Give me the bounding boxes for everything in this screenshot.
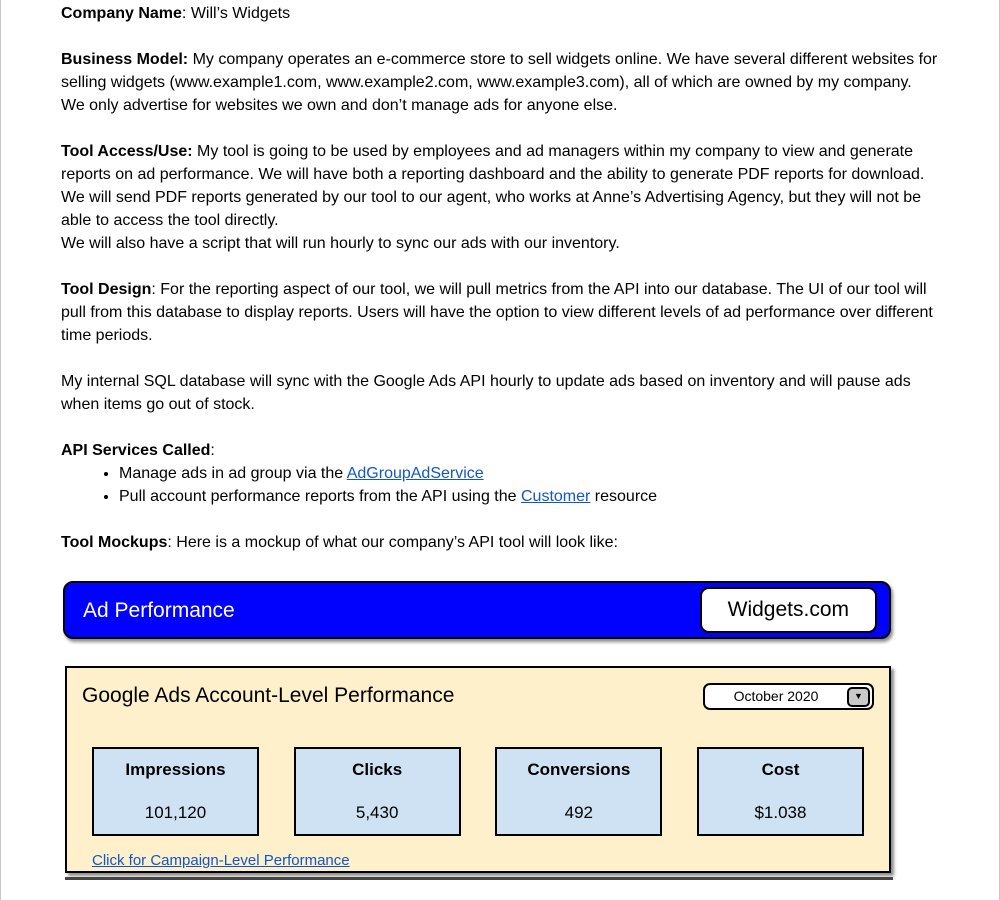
tool-design-label: Tool Design	[61, 281, 152, 298]
api-service-item-adgroupad	[119, 462, 939, 485]
metric-label: Impressions	[125, 760, 226, 779]
tool-design-paragraph	[61, 278, 939, 347]
tool-access-paragraph	[61, 140, 939, 255]
api-services-label: API Services Called	[61, 442, 211, 459]
api-service-item-customer	[119, 485, 939, 508]
month-dropdown[interactable]	[703, 683, 874, 710]
campaign-level-link[interactable]: Click for Campaign-Level Performance	[92, 852, 350, 869]
business-model-paragraph	[61, 48, 939, 117]
api-services-colon: :	[210, 442, 215, 459]
metric-value: 5,430	[355, 803, 399, 822]
tool-mockups-paragraph	[61, 531, 939, 554]
tool-access-text-line2: We will also have a script that will run hourly to sync our ads with our inventory.	[61, 235, 620, 252]
tool-mockups-text: : Here is a mockup of what our company’s API tool will look like:	[167, 534, 618, 551]
company-name-paragraph	[61, 2, 939, 25]
dropdown-arrow-icon[interactable]: ▼	[847, 687, 870, 707]
bullet2-text: Pull account performance reports from the API using the	[119, 488, 521, 505]
business-model-label: Business Model:	[61, 51, 189, 68]
metric-label: Conversions	[527, 760, 631, 779]
metric-value: 101,120	[144, 803, 207, 822]
bullet1-text: Manage ads in ad group via the	[119, 465, 347, 482]
metric-value: 492	[564, 803, 593, 822]
business-model-text: My company operates an e-commerce store to sell widgets online. We have several different websites for selling widgets (www.example1.com, www.example2.com, www.example3.com), all of which are owned by my company. We only advertise for websites we own and don’t manage ads for anyone else.	[61, 51, 938, 114]
widgets-com-button[interactable]: Widgets.com	[700, 587, 877, 633]
mockup-header-bar	[63, 581, 891, 639]
metric-card-impressions	[92, 747, 259, 836]
account-performance-panel	[65, 666, 891, 873]
adgroupadservice-link[interactable]: AdGroupAdService	[346, 465, 484, 482]
panel-link-row	[92, 849, 874, 872]
month-dropdown-value: October 2020	[733, 688, 819, 704]
document-body	[1, 0, 999, 880]
panel-header-row	[82, 682, 874, 710]
next-panel-top-edge	[65, 877, 893, 880]
metric-card-cost	[697, 747, 864, 836]
bullet2-text-post: resource	[590, 488, 658, 505]
api-services-list	[61, 462, 939, 508]
metric-value: $1.038	[754, 803, 807, 822]
tool-mockups-label: Tool Mockups	[61, 534, 168, 551]
mockup-header-title: Ad Performance	[83, 598, 235, 622]
company-name-value: : Will’s Widgets	[181, 5, 291, 22]
metric-cards-row	[92, 747, 864, 836]
tool-access-label: Tool Access/Use:	[61, 143, 193, 160]
tool-design-text: : For the reporting aspect of our tool, we will pull metrics from the API into our database. The UI of our tool will pull from this database to display reports. Users will have the option to view different levels of ad performance over different time periods.	[61, 281, 933, 344]
sql-sync-text: My internal SQL database will sync with the Google Ads API hourly to update ads based on inventory and will pause ads when items go out of stock.	[61, 373, 911, 413]
metric-label: Clicks	[352, 760, 403, 779]
metric-card-clicks	[294, 747, 461, 836]
metric-label: Cost	[761, 760, 800, 779]
company-name-label: Company Name	[61, 5, 182, 22]
metric-card-conversions	[495, 747, 662, 836]
customer-link[interactable]: Customer	[520, 488, 591, 505]
tool-access-text: My tool is going to be used by employees and ad managers within my company to view and generate reports on ad performance. We will have both a reporting dashboard and the ability to generate PDF reports for download. We will send PDF reports generated by our tool to our agent, who works at Anne’s Advertising Agency, but they will not be able to access the tool directly.	[61, 143, 925, 229]
sql-sync-paragraph	[61, 370, 939, 416]
api-services-heading	[61, 439, 939, 462]
panel-title: Google Ads Account-Level Performance	[82, 684, 455, 707]
